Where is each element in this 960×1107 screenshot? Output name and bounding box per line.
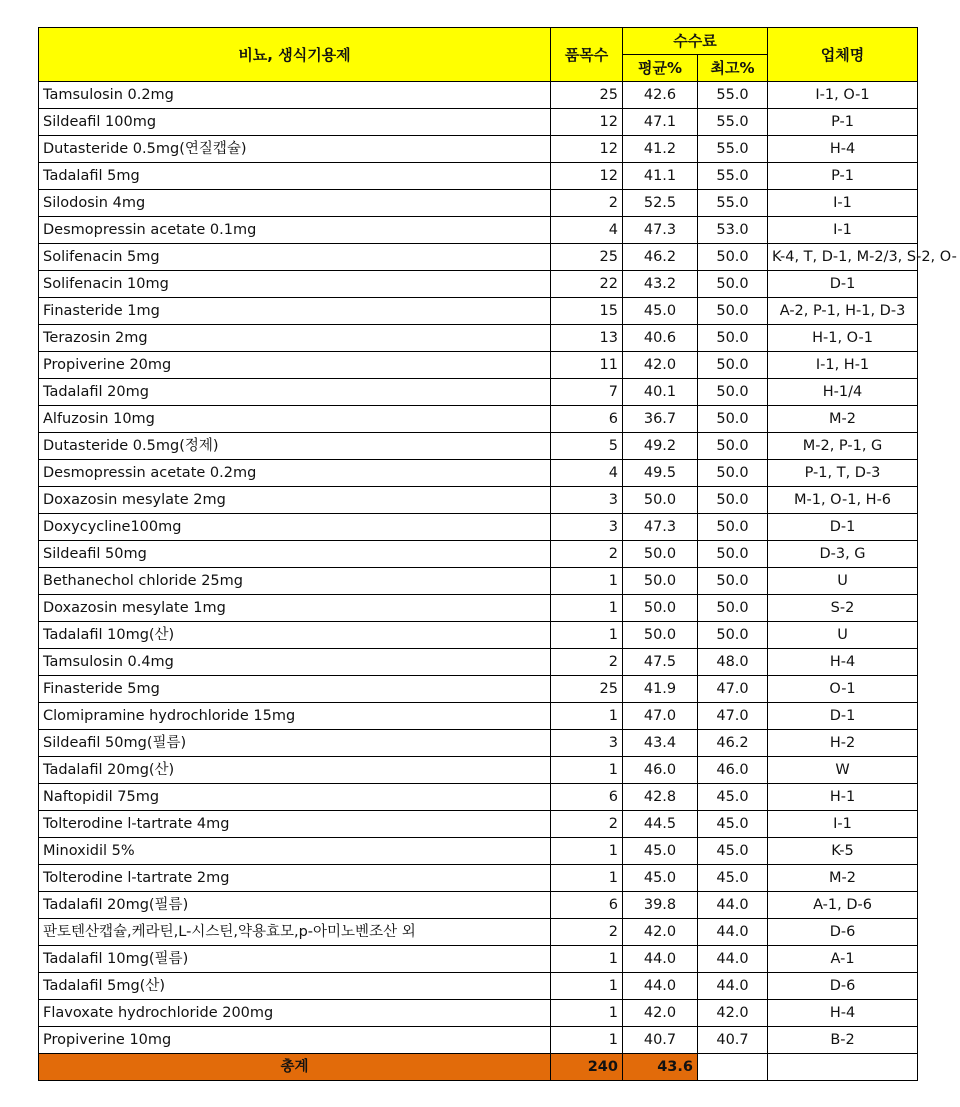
cell-count: 15 (551, 298, 623, 325)
table-row (39, 892, 918, 919)
cell-company: A-1 (768, 946, 918, 973)
cell-avg: 42.6 (623, 82, 698, 109)
cell-avg: 52.5 (623, 190, 698, 217)
cell-company: I-1 (768, 811, 918, 838)
cell-item-name: Alfuzosin 10mg (39, 406, 551, 433)
cell-avg: 50.0 (623, 487, 698, 514)
cell-max: 50.0 (698, 433, 768, 460)
cell-count: 11 (551, 352, 623, 379)
cell-company: M-2, P-1, G (768, 433, 918, 460)
cell-max: 55.0 (698, 109, 768, 136)
cell-avg: 47.1 (623, 109, 698, 136)
table-row (39, 541, 918, 568)
cell-company: P-1 (768, 163, 918, 190)
table-row (39, 163, 918, 190)
cell-count: 6 (551, 784, 623, 811)
cell-max: 50.0 (698, 352, 768, 379)
cell-company: B-2 (768, 1027, 918, 1054)
cell-item-name: Bethanechol chloride 25mg (39, 568, 551, 595)
cell-avg: 44.0 (623, 946, 698, 973)
cell-count: 25 (551, 676, 623, 703)
cell-max: 50.0 (698, 379, 768, 406)
cell-avg: 44.0 (623, 973, 698, 1000)
cell-item-name: Tolterodine l-tartrate 2mg (39, 865, 551, 892)
cell-avg: 46.0 (623, 757, 698, 784)
table-row (39, 784, 918, 811)
cell-count: 2 (551, 649, 623, 676)
cell-item-name: Finasteride 5mg (39, 676, 551, 703)
table-row (39, 271, 918, 298)
cell-max: 47.0 (698, 703, 768, 730)
cell-company: D-1 (768, 514, 918, 541)
cell-item-name: Doxycycline100mg (39, 514, 551, 541)
cell-company: O-1 (768, 676, 918, 703)
cell-company: H-4 (768, 1000, 918, 1027)
cell-company: I-1 (768, 190, 918, 217)
cell-company: D-6 (768, 919, 918, 946)
cell-avg: 47.3 (623, 217, 698, 244)
cell-item-name: Naftopidil 75mg (39, 784, 551, 811)
cell-avg: 49.5 (623, 460, 698, 487)
cell-count: 1 (551, 865, 623, 892)
cell-avg: 45.0 (623, 865, 698, 892)
header-category: 비뇨, 생식기용제 (39, 28, 551, 82)
cell-company: A-1, D-6 (768, 892, 918, 919)
cell-count: 1 (551, 973, 623, 1000)
cell-max: 50.0 (698, 487, 768, 514)
cell-company: W (768, 757, 918, 784)
table-header (39, 28, 918, 82)
cell-avg: 47.5 (623, 649, 698, 676)
header-count: 품목수 (551, 28, 623, 82)
cell-count: 1 (551, 1000, 623, 1027)
header-fee-group: 수수료 (623, 28, 768, 55)
cell-max: 50.0 (698, 622, 768, 649)
cell-company: D-6 (768, 973, 918, 1000)
cell-count: 6 (551, 406, 623, 433)
cell-company: H-1, O-1 (768, 325, 918, 352)
header-company: 업체명 (768, 28, 918, 82)
cell-max: 40.7 (698, 1027, 768, 1054)
table-row (39, 217, 918, 244)
cell-company: U (768, 568, 918, 595)
cell-item-name: Doxazosin mesylate 1mg (39, 595, 551, 622)
table-row (39, 487, 918, 514)
cell-max: 45.0 (698, 784, 768, 811)
cell-avg: 41.2 (623, 136, 698, 163)
cell-max: 50.0 (698, 298, 768, 325)
cell-count: 1 (551, 568, 623, 595)
table-row (39, 811, 918, 838)
cell-max: 50.0 (698, 514, 768, 541)
cell-item-name: Sildeafil 50mg(필름) (39, 730, 551, 757)
cell-item-name: Flavoxate hydrochloride 200mg (39, 1000, 551, 1027)
cell-max: 50.0 (698, 460, 768, 487)
cell-count: 1 (551, 946, 623, 973)
table-row (39, 460, 918, 487)
table-row (39, 595, 918, 622)
cell-item-name: Sildeafil 50mg (39, 541, 551, 568)
cell-max: 50.0 (698, 595, 768, 622)
cell-count: 3 (551, 514, 623, 541)
cell-avg: 42.8 (623, 784, 698, 811)
fee-table (38, 27, 957, 1081)
cell-max: 50.0 (698, 325, 768, 352)
cell-item-name: Tadalafil 20mg(필름) (39, 892, 551, 919)
cell-item-name: Dutasteride 0.5mg(정제) (39, 433, 551, 460)
cell-avg: 47.0 (623, 703, 698, 730)
cell-max: 48.0 (698, 649, 768, 676)
cell-company: I-1, O-1 (768, 82, 918, 109)
cell-count: 4 (551, 460, 623, 487)
cell-company: D-1 (768, 271, 918, 298)
cell-avg: 46.2 (623, 244, 698, 271)
cell-item-name: Solifenacin 5mg (39, 244, 551, 271)
cell-company: H-1/4 (768, 379, 918, 406)
cell-item-name: Tamsulosin 0.4mg (39, 649, 551, 676)
cell-item-name: Tadalafil 5mg(산) (39, 973, 551, 1000)
cell-item-name: Propiverine 10mg (39, 1027, 551, 1054)
cell-count: 25 (551, 244, 623, 271)
total-avg: 43.6 (623, 1054, 698, 1081)
table-row (39, 676, 918, 703)
header-max: 최고% (698, 55, 768, 82)
cell-count: 1 (551, 622, 623, 649)
cell-item-name: Clomipramine hydrochloride 15mg (39, 703, 551, 730)
cell-count: 5 (551, 433, 623, 460)
total-company-empty (768, 1054, 918, 1081)
cell-company: A-2, P-1, H-1, D-3 (768, 298, 918, 325)
cell-max: 46.2 (698, 730, 768, 757)
cell-max: 45.0 (698, 865, 768, 892)
cell-count: 22 (551, 271, 623, 298)
cell-max: 50.0 (698, 271, 768, 298)
cell-item-name: Tadalafil 10mg(필름) (39, 946, 551, 973)
cell-count: 1 (551, 595, 623, 622)
cell-company: D-3, G (768, 541, 918, 568)
cell-item-name: Tolterodine l-tartrate 4mg (39, 811, 551, 838)
table-row (39, 298, 918, 325)
cell-avg: 45.0 (623, 838, 698, 865)
cell-avg: 42.0 (623, 352, 698, 379)
table-row (39, 244, 918, 271)
cell-max: 44.0 (698, 946, 768, 973)
cell-count: 2 (551, 811, 623, 838)
cell-avg: 49.2 (623, 433, 698, 460)
cell-max: 55.0 (698, 136, 768, 163)
cell-company: I-1, H-1 (768, 352, 918, 379)
cell-max: 45.0 (698, 811, 768, 838)
cell-count: 2 (551, 919, 623, 946)
header-avg: 평균% (623, 55, 698, 82)
table-row (39, 568, 918, 595)
cell-avg: 50.0 (623, 595, 698, 622)
table-row (39, 622, 918, 649)
cell-count: 1 (551, 757, 623, 784)
table-row (39, 109, 918, 136)
cell-company: U (768, 622, 918, 649)
cell-company: P-1, T, D-3 (768, 460, 918, 487)
cell-item-name: Tadalafil 20mg(산) (39, 757, 551, 784)
table-row (39, 82, 918, 109)
table-row (39, 1000, 918, 1027)
cell-max: 42.0 (698, 1000, 768, 1027)
cell-item-name: Minoxidil 5% (39, 838, 551, 865)
cell-avg: 40.7 (623, 1027, 698, 1054)
cell-avg: 44.5 (623, 811, 698, 838)
cell-item-name: Tamsulosin 0.2mg (39, 82, 551, 109)
cell-count: 12 (551, 136, 623, 163)
cell-max: 45.0 (698, 838, 768, 865)
cell-avg: 42.0 (623, 919, 698, 946)
table-row (39, 136, 918, 163)
cell-avg: 50.0 (623, 568, 698, 595)
cell-company: K-5 (768, 838, 918, 865)
cell-company: H-4 (768, 136, 918, 163)
cell-company: D-1 (768, 703, 918, 730)
cell-item-name: Sildeafil 100mg (39, 109, 551, 136)
cell-company: P-1 (768, 109, 918, 136)
cell-item-name: Tadalafil 10mg(산) (39, 622, 551, 649)
cell-avg: 50.0 (623, 622, 698, 649)
table-row (39, 325, 918, 352)
cell-item-name: Doxazosin mesylate 2mg (39, 487, 551, 514)
cell-avg: 43.4 (623, 730, 698, 757)
cell-max: 44.0 (698, 919, 768, 946)
table-row (39, 433, 918, 460)
table-row (39, 190, 918, 217)
cell-company: M-1, O-1, H-6 (768, 487, 918, 514)
table-row (39, 514, 918, 541)
cell-count: 1 (551, 703, 623, 730)
cell-avg: 45.0 (623, 298, 698, 325)
cell-item-name: Tadalafil 20mg (39, 379, 551, 406)
cell-max: 55.0 (698, 163, 768, 190)
cell-avg: 42.0 (623, 1000, 698, 1027)
cell-max: 46.0 (698, 757, 768, 784)
cell-item-name: Silodosin 4mg (39, 190, 551, 217)
table-row (39, 973, 918, 1000)
cell-avg: 50.0 (623, 541, 698, 568)
cell-item-name: Desmopressin acetate 0.2mg (39, 460, 551, 487)
cell-item-name: 판토텐산캡슐,케라틴,L-시스틴,약용효모,p-아미노벤조산 외 (39, 919, 551, 946)
cell-max: 55.0 (698, 190, 768, 217)
table-row (39, 946, 918, 973)
cell-item-name: Propiverine 20mg (39, 352, 551, 379)
cell-max: 47.0 (698, 676, 768, 703)
cell-item-name: Tadalafil 5mg (39, 163, 551, 190)
cell-max: 44.0 (698, 892, 768, 919)
table-row (39, 352, 918, 379)
cell-count: 12 (551, 109, 623, 136)
table-row (39, 865, 918, 892)
total-row (39, 1054, 918, 1081)
table-row (39, 730, 918, 757)
cell-count: 3 (551, 487, 623, 514)
table-row (39, 649, 918, 676)
cell-company: S-2 (768, 595, 918, 622)
cell-avg: 43.2 (623, 271, 698, 298)
cell-count: 1 (551, 1027, 623, 1054)
cell-company: K-4, T, D-1, M-2/3, S-2, O- (768, 244, 918, 271)
cell-company: H-2 (768, 730, 918, 757)
table-row (39, 703, 918, 730)
cell-count: 3 (551, 730, 623, 757)
cell-item-name: Finasteride 1mg (39, 298, 551, 325)
cell-count: 25 (551, 82, 623, 109)
cell-max: 50.0 (698, 406, 768, 433)
cell-count: 13 (551, 325, 623, 352)
cell-max: 50.0 (698, 568, 768, 595)
cell-avg: 47.3 (623, 514, 698, 541)
table-row (39, 1027, 918, 1054)
table-row (39, 406, 918, 433)
cell-count: 6 (551, 892, 623, 919)
cell-max: 53.0 (698, 217, 768, 244)
cell-count: 12 (551, 163, 623, 190)
cell-item-name: Dutasteride 0.5mg(연질캡슐) (39, 136, 551, 163)
cell-max: 50.0 (698, 244, 768, 271)
cell-max: 55.0 (698, 82, 768, 109)
table-row (39, 838, 918, 865)
cell-avg: 40.1 (623, 379, 698, 406)
table-row (39, 379, 918, 406)
cell-count: 1 (551, 838, 623, 865)
cell-company: H-4 (768, 649, 918, 676)
cell-avg: 40.6 (623, 325, 698, 352)
cell-company: I-1 (768, 217, 918, 244)
table-row (39, 757, 918, 784)
total-max-empty (698, 1054, 768, 1081)
cell-max: 44.0 (698, 973, 768, 1000)
cell-count: 2 (551, 190, 623, 217)
cell-avg: 39.8 (623, 892, 698, 919)
cell-count: 4 (551, 217, 623, 244)
cell-company: M-2 (768, 865, 918, 892)
cell-avg: 41.1 (623, 163, 698, 190)
cell-company: M-2 (768, 406, 918, 433)
cell-item-name: Terazosin 2mg (39, 325, 551, 352)
cell-count: 7 (551, 379, 623, 406)
cell-company: H-1 (768, 784, 918, 811)
cell-item-name: Desmopressin acetate 0.1mg (39, 217, 551, 244)
cell-item-name: Solifenacin 10mg (39, 271, 551, 298)
table-row (39, 919, 918, 946)
total-count: 240 (551, 1054, 623, 1081)
cell-avg: 41.9 (623, 676, 698, 703)
cell-max: 50.0 (698, 541, 768, 568)
table-body (39, 82, 957, 1054)
total-label: 총계 (39, 1054, 551, 1081)
cell-count: 2 (551, 541, 623, 568)
cell-avg: 36.7 (623, 406, 698, 433)
